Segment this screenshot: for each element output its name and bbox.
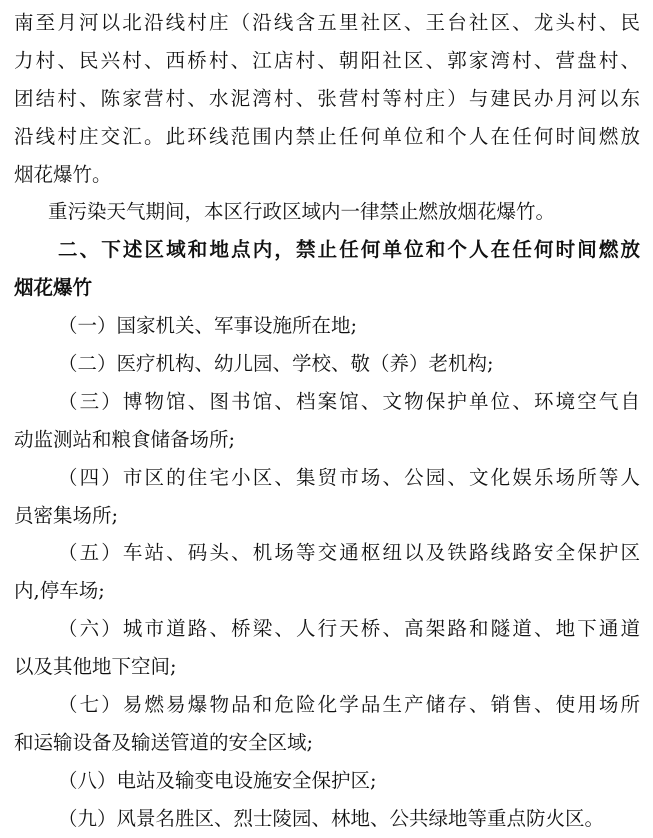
list-item-line: （五）车站、码头、机场等交通枢纽以及铁路线路安全保护区	[58, 541, 640, 565]
text-line: 重污染天气期间，本区行政区域内一律禁止燃放烟花爆竹。	[48, 200, 556, 224]
list-item-line: （三）博物馆、图书馆、档案馆、文物保护单位、环境空气自	[58, 389, 640, 413]
list-item-line: （七）易燃易爆物品和危险化学品生产储存、销售、使用场所	[58, 693, 640, 717]
list-item	[14, 345, 640, 383]
list-item-line: 内,停车场;	[14, 579, 105, 603]
section-heading-line: 二、下述区域和地点内，禁止任何单位和个人在任何时间燃放	[58, 238, 640, 262]
list-item-line: 动监测站和粮食储备场所;	[14, 427, 236, 451]
list-item	[14, 383, 640, 459]
text-line: 力村、民兴村、西桥村、江店村、朝阳社区、郭家湾村、营盘村、	[14, 48, 640, 72]
list-item-line: （四）市区的住宅小区、集贸市场、公园、文化娱乐场所等人	[58, 465, 640, 489]
list-item	[14, 459, 640, 535]
text-line: 团结村、陈家营村、水泥湾村、张营村等村庄）与建民办月河以东	[14, 86, 640, 110]
prohibited-area-list	[14, 307, 640, 837]
list-item-line: 和运输设备及输送管道的安全区域;	[14, 730, 314, 754]
text-line: 烟花爆竹。	[14, 162, 112, 186]
section-heading	[14, 231, 640, 307]
list-item-line: 员密集场所;	[14, 503, 119, 527]
list-item-line: （八）电站及输变电设施安全保护区;	[58, 768, 377, 792]
section-heading-line: 烟花爆竹	[14, 276, 93, 300]
list-item-line: 以及其他地下空间;	[14, 655, 177, 679]
list-item	[14, 800, 640, 838]
paragraph-boundary-description	[14, 4, 640, 193]
list-item	[14, 762, 640, 800]
paragraph-heavy-pollution	[14, 193, 640, 231]
list-item	[14, 686, 640, 762]
list-item	[14, 307, 640, 345]
list-item	[14, 534, 640, 610]
document-page	[14, 4, 640, 838]
text-line: 南至月河以北沿线村庄（沿线含五里社区、王台社区、龙头村、民	[14, 11, 640, 34]
list-item-line: （二）医疗机构、幼儿园、学校、敬（养）老机构;	[58, 352, 494, 376]
list-item-line: （六）城市道路、桥梁、人行天桥、高架路和隧道、地下通道	[58, 617, 640, 641]
list-item	[14, 610, 640, 686]
list-item-line: （一）国家机关、军事设施所在地;	[58, 314, 358, 338]
text-line: 沿线村庄交汇。此环线范围内禁止任何单位和个人在任何时间燃放	[14, 124, 640, 148]
list-item-line: （九）风景名胜区、烈士陵园、林地、公共绿地等重点防火区。	[58, 806, 605, 830]
